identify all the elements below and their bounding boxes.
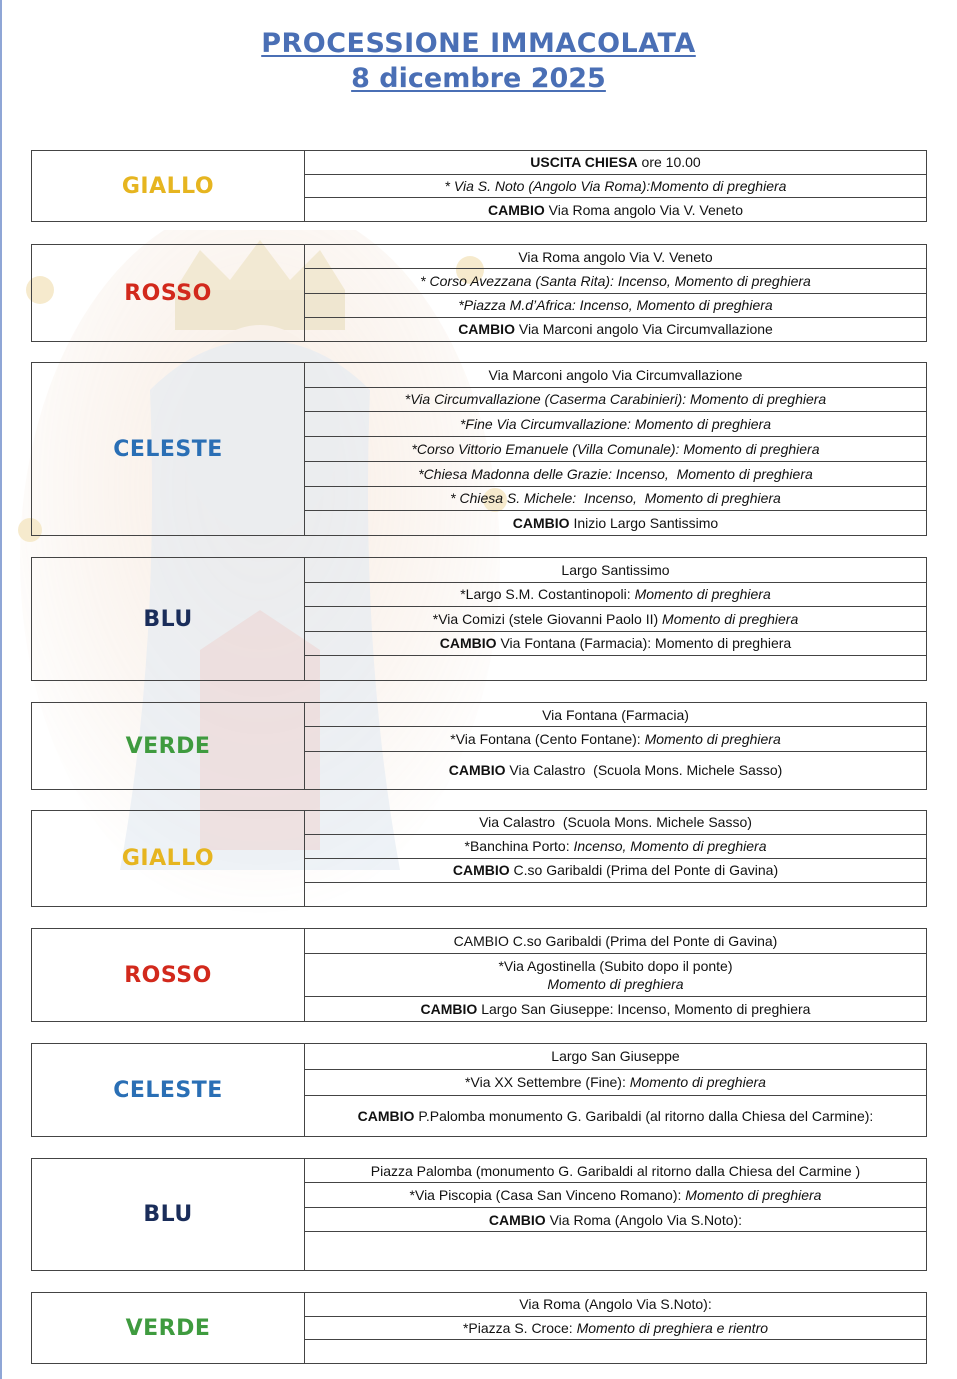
stop-keyword: USCITA CHIESA [530, 154, 638, 171]
stop-text: *Via Circumvallazione (Caserma Carabinieri): Momento di preghiera [404, 391, 827, 408]
group-stops [305, 558, 926, 680]
stop-text: Piazza Palomba (monumento G. Garibaldi al ritorno dalla Chiesa del Carmine ) [370, 1162, 861, 1179]
stop-row [305, 883, 926, 906]
stop-activity: Momento di preghiera [685, 1187, 822, 1204]
page-date: 8 dicembre 2025 [351, 63, 606, 94]
stop-row [305, 703, 926, 727]
stop-text: Via Roma (Angolo Via S.Noto): [545, 1211, 743, 1228]
page-left-rule [0, 0, 2, 1379]
stop-activity: Momento di preghiera [644, 730, 781, 747]
stop-text: * Corso Avezzana (Santa Rita): Incenso, Momento di preghiera [420, 272, 811, 289]
stop-row [305, 656, 926, 680]
stop-keyword: CAMBIO [448, 762, 506, 779]
stop-text: Inizio Largo Santissimo [569, 515, 719, 532]
stop-keyword: CAMBIO [487, 201, 545, 218]
procession-group-celeste [31, 1043, 927, 1137]
stop-row [305, 487, 926, 512]
stop-row [305, 929, 926, 954]
stop-row [305, 558, 926, 583]
stop-text: *Largo S.M. Costantinopoli: [460, 586, 635, 603]
stop-text: Largo San Giuseppe: Incenso, Momento di preghiera [477, 1001, 811, 1018]
procession-group-blu [31, 1158, 927, 1271]
stop-activity: Incenso, Momento di preghiera [573, 838, 767, 855]
stop-row [305, 437, 926, 462]
stop-text: C.so Garibaldi (Prima del Ponte di Gavina) [509, 862, 779, 879]
stop-row [305, 1340, 926, 1363]
stop-text: *Banchina Porto: [464, 838, 574, 855]
group-stops [305, 151, 926, 221]
stop-text: Largo San Giuseppe [551, 1048, 680, 1065]
group-color-label: BLU [32, 558, 305, 680]
stop-keyword: CAMBIO [452, 862, 510, 879]
group-color-label: VERDE [32, 703, 305, 789]
stop-row [305, 954, 926, 998]
group-stops [305, 929, 926, 1021]
procession-group-rosso [31, 244, 927, 342]
group-color-label: CELESTE [32, 363, 305, 535]
stop-text: *Piazza S. Croce: [462, 1319, 577, 1336]
stop-row [305, 727, 926, 751]
stop-row [305, 1159, 926, 1183]
group-stops [305, 245, 926, 341]
group-stops [305, 1044, 926, 1136]
stop-row [305, 245, 926, 269]
stop-text: *Via Piscopia (Casa San Vinceno Romano): [409, 1187, 686, 1204]
group-stops [305, 1293, 926, 1363]
stop-row [305, 511, 926, 535]
stop-note: Momento di preghiera [547, 976, 684, 992]
stop-row [305, 151, 926, 175]
stop-row [305, 198, 926, 221]
page-title: PROCESSIONE IMMACOLATA [261, 28, 696, 59]
stop-row [305, 1293, 926, 1317]
stop-text: Via Calastro (Scuola Mons. Michele Sasso) [505, 762, 783, 779]
stop-text: *Piazza M.d’Africa: Incenso, Momento di preghiera [458, 297, 773, 314]
procession-group-rosso [31, 928, 927, 1022]
stop-text: ore 10.00 [637, 154, 701, 171]
stop-row [305, 583, 926, 608]
stop-text: Via Roma angolo Via V. Veneto [544, 201, 743, 218]
header [0, 28, 957, 94]
stop-row [305, 462, 926, 487]
stop-text: Largo Santissimo [561, 561, 670, 578]
stop-keyword: CAMBIO [357, 1107, 415, 1124]
stop-row [305, 997, 926, 1021]
stop-activity: Momento di preghiera [629, 1074, 766, 1091]
stop-row [305, 412, 926, 437]
stop-row [305, 1208, 926, 1232]
group-stops [305, 703, 926, 789]
stop-row [305, 175, 926, 199]
group-color-label: GIALLO [32, 151, 305, 221]
group-stops [305, 1159, 926, 1270]
stop-text: *Fine Via Circumvallazione: Momento di preghiera [459, 416, 771, 433]
stop-row [305, 811, 926, 835]
procession-group-giallo [31, 810, 927, 907]
stop-text: Via Marconi angolo Via Circumvallazione [514, 321, 773, 338]
group-color-label: BLU [32, 1159, 305, 1270]
stop-text: Via Calastro (Scuola Mons. Michele Sasso) [479, 814, 752, 831]
stop-keyword: CAMBIO [420, 1001, 478, 1018]
stop-row [305, 1183, 926, 1207]
stop-keyword: CAMBIO [458, 321, 515, 338]
stop-row [305, 752, 926, 789]
stop-activity: Momento di preghiera e rientro [576, 1319, 769, 1336]
stop-keyword: CAMBIO [512, 515, 570, 532]
stop-text: *Via XX Settembre (Fine): [465, 1074, 630, 1091]
stop-text: Via Marconi angolo Via Circumvallazione [488, 366, 743, 383]
stop-text: *Via Fontana (Cento Fontane): [450, 730, 645, 747]
stop-row [305, 269, 926, 293]
stop-text: Via Roma (Angolo Via S.Noto): [519, 1296, 712, 1313]
group-stops [305, 363, 926, 535]
group-color-label: ROSSO [32, 929, 305, 1021]
group-color-label: GIALLO [32, 811, 305, 906]
stop-row [305, 1044, 926, 1070]
stop-text: CAMBIO C.so Garibaldi (Prima del Ponte di Gavina) [453, 932, 778, 949]
stop-keyword: CAMBIO [439, 635, 497, 652]
stop-text: *Via Comizi (stele Giovanni Paolo II) [432, 610, 663, 627]
stop-row [305, 318, 926, 341]
procession-group-verde [31, 1292, 927, 1364]
stop-activity: Momento di preghiera [662, 610, 799, 627]
procession-group-verde [31, 702, 927, 790]
group-stops [305, 811, 926, 906]
stop-activity: Momento di preghiera [634, 586, 771, 603]
stop-text: P.Palomba monumento G. Garibaldi (al ritorno dalla Chiesa del Carmine): [414, 1107, 874, 1124]
stop-row [305, 294, 926, 318]
stop-row [305, 607, 926, 632]
stop-text: *Via Agostinella (Subito dopo il ponte) [498, 957, 733, 974]
procession-group-blu [31, 557, 927, 681]
stop-row [305, 388, 926, 413]
group-color-label: CELESTE [32, 1044, 305, 1136]
stop-text: *Corso Vittorio Emanuele (Villa Comunale): Momento di preghiera [411, 440, 820, 457]
stop-row [305, 632, 926, 657]
procession-group-giallo [31, 150, 927, 222]
group-color-label: ROSSO [32, 245, 305, 341]
stop-row [305, 1070, 926, 1096]
stop-row [305, 1096, 926, 1136]
stop-text: * Chiesa S. Michele: Incenso, Momento di preghiera [450, 490, 781, 507]
stop-row [305, 835, 926, 859]
stop-row [305, 1317, 926, 1341]
stop-row [305, 859, 926, 883]
stop-text: *Chiesa Madonna delle Grazie: Incenso, Momento di preghiera [418, 465, 813, 482]
group-color-label: VERDE [32, 1293, 305, 1363]
stop-row [305, 363, 926, 388]
stop-text: Via Fontana (Farmacia): Momento di preghiera [496, 635, 792, 652]
stop-keyword: CAMBIO [488, 1211, 546, 1228]
stop-text: Via Roma angolo Via V. Veneto [518, 248, 713, 265]
procession-group-celeste [31, 362, 927, 536]
stop-text: * Via S. Noto (Angolo Via Roma):Momento di preghiera [444, 177, 787, 194]
stop-row [305, 1232, 926, 1270]
stop-text: Via Fontana (Farmacia) [542, 706, 689, 723]
